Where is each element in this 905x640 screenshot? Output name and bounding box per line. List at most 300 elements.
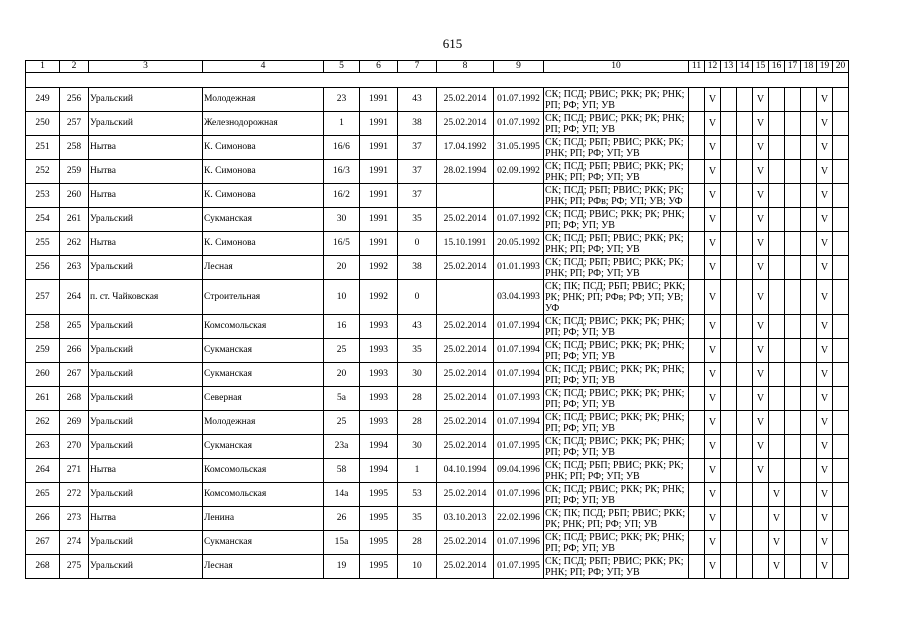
cell-col-8: 03.10.2013 — [437, 507, 494, 531]
cell-col-4: Сукманская — [203, 435, 324, 459]
cell-col-10: СК; ПСД; РБП; РВИС; РКК; РК; РНК; РП; РФ; УП; УВ — [544, 256, 689, 280]
mark-cell-col-17 — [785, 112, 801, 136]
cell-col-4: Сукманская — [203, 531, 324, 555]
mark-cell-col-20 — [833, 184, 849, 208]
mark-cell-col-15: V — [753, 363, 769, 387]
mark-cell-col-17 — [785, 411, 801, 435]
mark-cell-col-14 — [737, 507, 753, 531]
mark-cell-col-11 — [689, 280, 705, 315]
mark-cell-col-11 — [689, 256, 705, 280]
mark-cell-col-16 — [769, 315, 785, 339]
spacer-cell — [60, 73, 89, 88]
mark-cell-col-16 — [769, 280, 785, 315]
cell-col-1: 264 — [26, 459, 60, 483]
cell-col-4: Лесная — [203, 256, 324, 280]
mark-cell-col-14 — [737, 232, 753, 256]
mark-cell-col-13 — [721, 280, 737, 315]
cell-col-8: 25.02.2014 — [437, 555, 494, 579]
mark-cell-col-12: V — [705, 507, 721, 531]
cell-col-7: 38 — [398, 256, 437, 280]
mark-cell-col-17 — [785, 507, 801, 531]
cell-col-6: 1995 — [360, 483, 398, 507]
mark-cell-col-11 — [689, 339, 705, 363]
cell-col-10: СК; ПСД; РВИС; РКК; РК; РНК; РП; РФ; УП; УВ — [544, 315, 689, 339]
mark-cell-col-16 — [769, 208, 785, 232]
cell-col-4: Сукманская — [203, 339, 324, 363]
cell-col-4: Молодежная — [203, 88, 324, 112]
mark-cell-col-12: V — [705, 232, 721, 256]
cell-col-1: 267 — [26, 531, 60, 555]
cell-col-4: К. Симонова — [203, 160, 324, 184]
mark-cell-col-12: V — [705, 280, 721, 315]
cell-col-1: 265 — [26, 483, 60, 507]
cell-col-8: 17.04.1992 — [437, 136, 494, 160]
cell-col-2: 268 — [60, 387, 89, 411]
cell-col-7: 43 — [398, 88, 437, 112]
cell-col-7: 53 — [398, 483, 437, 507]
cell-col-2: 271 — [60, 459, 89, 483]
header-cell: 12 — [705, 61, 721, 73]
cell-col-10: СК; ПСД; РВИС; РКК; РК; РНК; РП; РФ; УП; УВ — [544, 88, 689, 112]
mark-cell-col-18 — [801, 483, 817, 507]
mark-cell-col-19: V — [817, 256, 833, 280]
cell-col-6: 1992 — [360, 256, 398, 280]
cell-col-5: 16/6 — [324, 136, 360, 160]
cell-col-7: 30 — [398, 435, 437, 459]
mark-cell-col-20 — [833, 256, 849, 280]
cell-col-9: 01.07.1994 — [494, 363, 544, 387]
mark-cell-col-20 — [833, 112, 849, 136]
cell-col-3: Уральский — [89, 531, 203, 555]
mark-cell-col-18 — [801, 531, 817, 555]
cell-col-1: 262 — [26, 411, 60, 435]
cell-col-10: СК; ПСД; РБП; РВИС; РКК; РК; РНК; РП; РФ; УП; УВ — [544, 232, 689, 256]
header-cell: 6 — [360, 61, 398, 73]
mark-cell-col-13 — [721, 459, 737, 483]
mark-cell-col-14 — [737, 184, 753, 208]
mark-cell-col-17 — [785, 136, 801, 160]
mark-cell-col-20 — [833, 363, 849, 387]
mark-cell-col-11 — [689, 387, 705, 411]
cell-col-1: 268 — [26, 555, 60, 579]
mark-cell-col-18 — [801, 184, 817, 208]
mark-cell-col-14 — [737, 435, 753, 459]
cell-col-9: 01.07.1995 — [494, 435, 544, 459]
cell-col-1: 261 — [26, 387, 60, 411]
mark-cell-col-17 — [785, 435, 801, 459]
mark-cell-col-17 — [785, 387, 801, 411]
mark-cell-col-11 — [689, 411, 705, 435]
cell-col-6: 1994 — [360, 435, 398, 459]
cell-col-5: 5а — [324, 387, 360, 411]
mark-cell-col-17 — [785, 232, 801, 256]
mark-cell-col-15: V — [753, 112, 769, 136]
cell-col-2: 269 — [60, 411, 89, 435]
table-row — [26, 256, 849, 280]
cell-col-7: 35 — [398, 339, 437, 363]
cell-col-8: 25.02.2014 — [437, 256, 494, 280]
mark-cell-col-11 — [689, 555, 705, 579]
cell-col-3: Нытва — [89, 507, 203, 531]
mark-cell-col-20 — [833, 555, 849, 579]
mark-cell-col-19: V — [817, 411, 833, 435]
cell-col-7: 37 — [398, 160, 437, 184]
cell-col-1: 254 — [26, 208, 60, 232]
mark-cell-col-17 — [785, 339, 801, 363]
mark-cell-col-16 — [769, 184, 785, 208]
cell-col-1: 253 — [26, 184, 60, 208]
mark-cell-col-11 — [689, 483, 705, 507]
cell-col-5: 10 — [324, 280, 360, 315]
cell-col-6: 1993 — [360, 363, 398, 387]
mark-cell-col-15: V — [753, 315, 769, 339]
mark-cell-col-12: V — [705, 184, 721, 208]
mark-cell-col-20 — [833, 160, 849, 184]
mark-cell-col-12: V — [705, 208, 721, 232]
cell-col-8 — [437, 184, 494, 208]
mark-cell-col-17 — [785, 531, 801, 555]
table-row — [26, 339, 849, 363]
mark-cell-col-13 — [721, 184, 737, 208]
mark-cell-col-12: V — [705, 256, 721, 280]
spacer-cell — [689, 73, 705, 88]
cell-col-1: 256 — [26, 256, 60, 280]
cell-col-2: 261 — [60, 208, 89, 232]
cell-col-7: 43 — [398, 315, 437, 339]
mark-cell-col-13 — [721, 136, 737, 160]
table-row — [26, 483, 849, 507]
cell-col-8: 25.02.2014 — [437, 88, 494, 112]
mark-cell-col-19: V — [817, 136, 833, 160]
mark-cell-col-14 — [737, 531, 753, 555]
mark-cell-col-12: V — [705, 531, 721, 555]
cell-col-7: 0 — [398, 280, 437, 315]
mark-cell-col-11 — [689, 112, 705, 136]
cell-col-5: 23 — [324, 88, 360, 112]
cell-col-1: 258 — [26, 315, 60, 339]
table-row — [26, 232, 849, 256]
mark-cell-col-14 — [737, 411, 753, 435]
spacer-row — [26, 73, 849, 88]
mark-cell-col-16 — [769, 88, 785, 112]
header-cell: 5 — [324, 61, 360, 73]
mark-cell-col-18 — [801, 208, 817, 232]
mark-cell-col-19: V — [817, 315, 833, 339]
mark-cell-col-13 — [721, 339, 737, 363]
cell-col-3: Уральский — [89, 363, 203, 387]
cell-col-1: 251 — [26, 136, 60, 160]
mark-cell-col-18 — [801, 435, 817, 459]
table-row — [26, 363, 849, 387]
cell-col-4: Северная — [203, 387, 324, 411]
mark-cell-col-13 — [721, 363, 737, 387]
mark-cell-col-13 — [721, 88, 737, 112]
table-row — [26, 88, 849, 112]
mark-cell-col-15: V — [753, 184, 769, 208]
mark-cell-col-20 — [833, 483, 849, 507]
mark-cell-col-20 — [833, 208, 849, 232]
mark-cell-col-13 — [721, 112, 737, 136]
cell-col-2: 263 — [60, 256, 89, 280]
header-cell: 9 — [494, 61, 544, 73]
mark-cell-col-19: V — [817, 184, 833, 208]
cell-col-3: Нытва — [89, 459, 203, 483]
cell-col-10: СК; ПСД; РБП; РВИС; РКК; РК; РНК; РП; РФ; УП; УВ — [544, 555, 689, 579]
cell-col-10: СК; ПСД; РВИС; РКК; РК; РНК; РП; РФ; УП; УВ — [544, 112, 689, 136]
registry-table — [25, 60, 849, 579]
cell-col-9: 01.07.1996 — [494, 483, 544, 507]
cell-col-4: Ленина — [203, 507, 324, 531]
cell-col-2: 273 — [60, 507, 89, 531]
cell-col-4: Молодежная — [203, 411, 324, 435]
mark-cell-col-16 — [769, 112, 785, 136]
mark-cell-col-13 — [721, 531, 737, 555]
mark-cell-col-11 — [689, 88, 705, 112]
mark-cell-col-17 — [785, 459, 801, 483]
mark-cell-col-20 — [833, 435, 849, 459]
cell-col-3: Уральский — [89, 435, 203, 459]
cell-col-9: 01.07.1994 — [494, 315, 544, 339]
cell-col-7: 28 — [398, 387, 437, 411]
cell-col-7: 35 — [398, 507, 437, 531]
mark-cell-col-13 — [721, 483, 737, 507]
cell-col-3: п. ст. Чайковская — [89, 280, 203, 315]
mark-cell-col-20 — [833, 280, 849, 315]
mark-cell-col-14 — [737, 339, 753, 363]
header-cell: 14 — [737, 61, 753, 73]
mark-cell-col-13 — [721, 411, 737, 435]
mark-cell-col-16 — [769, 459, 785, 483]
cell-col-7: 10 — [398, 555, 437, 579]
mark-cell-col-20 — [833, 339, 849, 363]
cell-col-6: 1993 — [360, 339, 398, 363]
spacer-cell — [817, 73, 833, 88]
header-cell: 10 — [544, 61, 689, 73]
header-cell: 20 — [833, 61, 849, 73]
mark-cell-col-16 — [769, 232, 785, 256]
spacer-cell — [785, 73, 801, 88]
cell-col-8: 25.02.2014 — [437, 435, 494, 459]
spacer-cell — [705, 73, 721, 88]
spacer-cell — [801, 73, 817, 88]
cell-col-9: 31.05.1995 — [494, 136, 544, 160]
mark-cell-col-17 — [785, 483, 801, 507]
mark-cell-col-18 — [801, 280, 817, 315]
cell-col-7: 37 — [398, 136, 437, 160]
mark-cell-col-18 — [801, 112, 817, 136]
mark-cell-col-15: V — [753, 435, 769, 459]
cell-col-2: 275 — [60, 555, 89, 579]
mark-cell-col-14 — [737, 88, 753, 112]
cell-col-3: Нытва — [89, 184, 203, 208]
cell-col-8: 25.02.2014 — [437, 315, 494, 339]
mark-cell-col-14 — [737, 483, 753, 507]
spacer-cell — [26, 73, 60, 88]
header-cell: 17 — [785, 61, 801, 73]
mark-cell-col-20 — [833, 459, 849, 483]
header-cell: 8 — [437, 61, 494, 73]
cell-col-5: 16/3 — [324, 160, 360, 184]
cell-col-10: СК; ПК; ПСД; РБП; РВИС; РКК; РК; РНК; РП; РФв; РФ; УП; УВ; УФ — [544, 280, 689, 315]
mark-cell-col-18 — [801, 387, 817, 411]
cell-col-5: 16/5 — [324, 232, 360, 256]
mark-cell-col-12: V — [705, 88, 721, 112]
mark-cell-col-14 — [737, 280, 753, 315]
mark-cell-col-14 — [737, 555, 753, 579]
header-cell: 1 — [26, 61, 60, 73]
mark-cell-col-17 — [785, 184, 801, 208]
cell-col-4: Сукманская — [203, 363, 324, 387]
cell-col-10: СК; ПСД; РБП; РВИС; РКК; РК; РНК; РП; РФ; УП; УВ — [544, 459, 689, 483]
mark-cell-col-17 — [785, 88, 801, 112]
cell-col-4: К. Симонова — [203, 184, 324, 208]
cell-col-5: 20 — [324, 363, 360, 387]
cell-col-9: 03.04.1993 — [494, 280, 544, 315]
cell-col-6: 1991 — [360, 184, 398, 208]
cell-col-6: 1993 — [360, 315, 398, 339]
cell-col-10: СК; ПСД; РВИС; РКК; РК; РНК; РП; РФ; УП; УВ — [544, 531, 689, 555]
mark-cell-col-18 — [801, 507, 817, 531]
cell-col-10: СК; ПСД; РВИС; РКК; РК; РНК; РП; РФ; УП; УВ — [544, 339, 689, 363]
mark-cell-col-12: V — [705, 363, 721, 387]
mark-cell-col-19: V — [817, 531, 833, 555]
mark-cell-col-19: V — [817, 555, 833, 579]
mark-cell-col-17 — [785, 555, 801, 579]
mark-cell-col-11 — [689, 459, 705, 483]
cell-col-5: 16 — [324, 315, 360, 339]
cell-col-1: 263 — [26, 435, 60, 459]
cell-col-8: 25.02.2014 — [437, 531, 494, 555]
table-row — [26, 411, 849, 435]
mark-cell-col-14 — [737, 387, 753, 411]
mark-cell-col-14 — [737, 160, 753, 184]
cell-col-7: 28 — [398, 411, 437, 435]
cell-col-9: 01.07.1992 — [494, 88, 544, 112]
cell-col-1: 250 — [26, 112, 60, 136]
mark-cell-col-18 — [801, 256, 817, 280]
cell-col-6: 1995 — [360, 507, 398, 531]
table-row — [26, 315, 849, 339]
mark-cell-col-11 — [689, 531, 705, 555]
cell-col-9: 02.09.1992 — [494, 160, 544, 184]
mark-cell-col-11 — [689, 435, 705, 459]
spacer-cell — [437, 73, 494, 88]
mark-cell-col-11 — [689, 507, 705, 531]
mark-cell-col-19: V — [817, 232, 833, 256]
mark-cell-col-14 — [737, 256, 753, 280]
mark-cell-col-15: V — [753, 160, 769, 184]
cell-col-4: К. Симонова — [203, 136, 324, 160]
mark-cell-col-11 — [689, 184, 705, 208]
cell-col-2: 267 — [60, 363, 89, 387]
cell-col-7: 30 — [398, 363, 437, 387]
mark-cell-col-19: V — [817, 387, 833, 411]
mark-cell-col-17 — [785, 315, 801, 339]
mark-cell-col-12: V — [705, 136, 721, 160]
cell-col-5: 15а — [324, 531, 360, 555]
cell-col-6: 1991 — [360, 160, 398, 184]
cell-col-9: 09.04.1996 — [494, 459, 544, 483]
header-cell: 2 — [60, 61, 89, 73]
spacer-cell — [89, 73, 203, 88]
cell-col-2: 266 — [60, 339, 89, 363]
table-row — [26, 387, 849, 411]
table-row — [26, 208, 849, 232]
page-number: 615 — [442, 36, 463, 51]
mark-cell-col-18 — [801, 315, 817, 339]
mark-cell-col-14 — [737, 459, 753, 483]
cell-col-3: Уральский — [89, 555, 203, 579]
spacer-cell — [544, 73, 689, 88]
mark-cell-col-13 — [721, 208, 737, 232]
cell-col-8: 28.02.1994 — [437, 160, 494, 184]
table-row — [26, 459, 849, 483]
cell-col-9: 01.07.1992 — [494, 112, 544, 136]
table-row — [26, 184, 849, 208]
table-row — [26, 555, 849, 579]
mark-cell-col-12: V — [705, 339, 721, 363]
cell-col-3: Уральский — [89, 88, 203, 112]
cell-col-8 — [437, 280, 494, 315]
mark-cell-col-20 — [833, 387, 849, 411]
mark-cell-col-15: V — [753, 387, 769, 411]
mark-cell-col-16 — [769, 136, 785, 160]
cell-col-8: 25.02.2014 — [437, 363, 494, 387]
cell-col-4: Комсомольская — [203, 483, 324, 507]
mark-cell-col-18 — [801, 411, 817, 435]
cell-col-2: 258 — [60, 136, 89, 160]
mark-cell-col-16 — [769, 160, 785, 184]
mark-cell-col-12: V — [705, 411, 721, 435]
cell-col-4: Строительная — [203, 280, 324, 315]
mark-cell-col-13 — [721, 507, 737, 531]
cell-col-10: СК; ПСД; РБП; РВИС; РКК; РК; РНК; РП; РФ; УП; УВ — [544, 136, 689, 160]
mark-cell-col-19: V — [817, 483, 833, 507]
mark-cell-col-19: V — [817, 112, 833, 136]
header-cell: 13 — [721, 61, 737, 73]
cell-col-5: 1 — [324, 112, 360, 136]
mark-cell-col-13 — [721, 555, 737, 579]
mark-cell-col-13 — [721, 256, 737, 280]
mark-cell-col-16 — [769, 256, 785, 280]
mark-cell-col-19: V — [817, 363, 833, 387]
mark-cell-col-14 — [737, 136, 753, 160]
cell-col-2: 272 — [60, 483, 89, 507]
cell-col-2: 259 — [60, 160, 89, 184]
cell-col-9: 01.07.1994 — [494, 339, 544, 363]
mark-cell-col-19: V — [817, 339, 833, 363]
cell-col-6: 1991 — [360, 208, 398, 232]
cell-col-4: Сукманская — [203, 208, 324, 232]
cell-col-9: 22.02.1996 — [494, 507, 544, 531]
mark-cell-col-18 — [801, 160, 817, 184]
mark-cell-col-13 — [721, 160, 737, 184]
mark-cell-col-14 — [737, 208, 753, 232]
header-cell: 11 — [689, 61, 705, 73]
mark-cell-col-15: V — [753, 459, 769, 483]
cell-col-4: Комсомольская — [203, 459, 324, 483]
mark-cell-col-16 — [769, 411, 785, 435]
cell-col-1: 259 — [26, 339, 60, 363]
mark-cell-col-16 — [769, 387, 785, 411]
mark-cell-col-13 — [721, 435, 737, 459]
mark-cell-col-12: V — [705, 435, 721, 459]
spacer-cell — [324, 73, 360, 88]
mark-cell-col-16 — [769, 339, 785, 363]
cell-col-10: СК; ПСД; РБП; РВИС; РКК; РК; РНК; РП; РФ; УП; УВ — [544, 160, 689, 184]
mark-cell-col-14 — [737, 112, 753, 136]
spacer-cell — [360, 73, 398, 88]
